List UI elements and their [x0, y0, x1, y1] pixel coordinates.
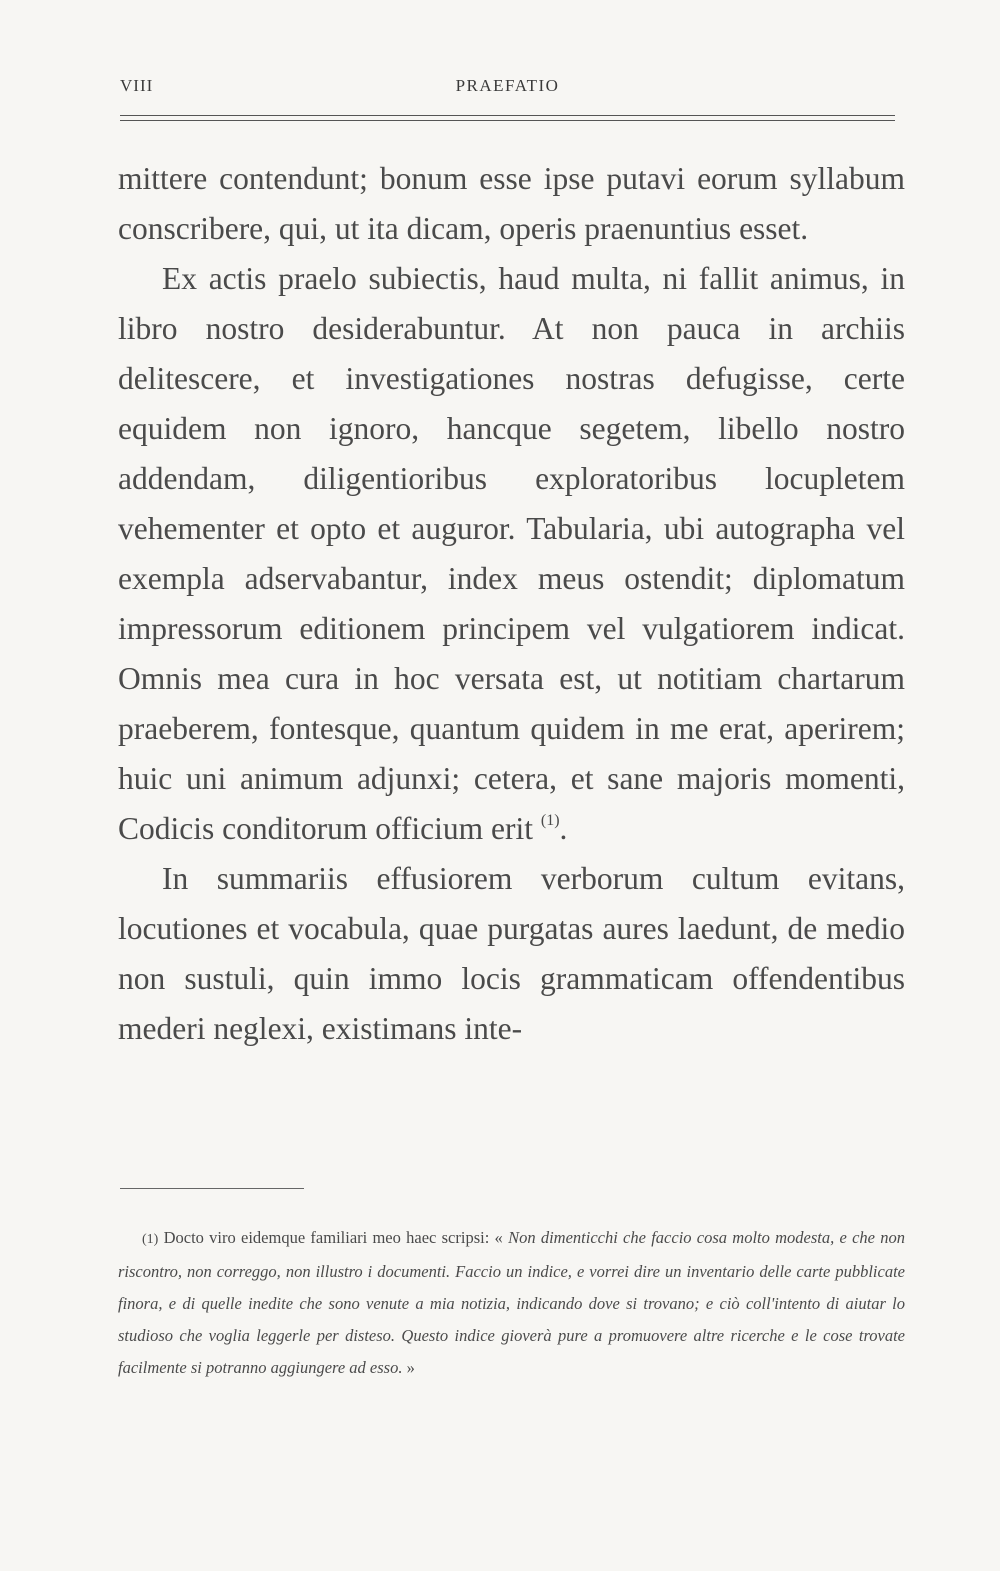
paragraph-2-text: Ex actis praelo subiectis, haud multa, ni fallit animus, in libro nostro desiderabuntur. At non pauca in archiis delitescere, et investigationes nostras defugisse, certe equidem non ignoro, hancque segetem, libello nostro addendam, diligentioribus exploratoribus locupletem vehementer et opto et auguror. Tabularia, ubi autographa vel exempla adservabantur, index meus ostendit; diplomatum impressorum editionem principem vel vulgatiorem indicat. Omnis mea cura in hoc versata est, ut notitiam chartarum praeberem, fontesque, quantum quidem in me erat, aperirem; huic uni animum adjunxi; cetera, et sane majoris momenti, Codicis conditorum officium erit	[118, 261, 905, 846]
footnote-mark: (1)	[142, 1232, 159, 1247]
running-head	[120, 76, 895, 104]
header-double-rule	[120, 115, 895, 121]
footnote-intro: Docto viro eidemque familiari meo haec scripsi: «	[163, 1228, 503, 1247]
footnote-reference[interactable]: (1)	[540, 812, 560, 829]
paragraph-1-text: mittere contendunt; bonum esse ipse putavi eorum syllabum conscribere, qui, ut ita dicam, operis praenuntius esset.	[118, 161, 905, 246]
footnote-rule	[120, 1188, 304, 1189]
footnote-close: »	[406, 1358, 415, 1377]
paragraph-continued	[118, 154, 905, 254]
paragraph	[118, 254, 905, 854]
paragraph-3-text: In summariis effusiorem verborum cultum evitans, locutiones et vocabula, quae purgatas aures laedunt, de medio non sustuli, quin immo locis grammaticam offendentibus mederi neglexi, existimans inte-	[118, 861, 905, 1046]
running-title: PRAEFATIO	[455, 76, 560, 95]
footnote	[118, 1222, 905, 1384]
page-number: VIII	[120, 76, 154, 95]
main-text	[118, 154, 905, 1054]
paragraph	[118, 854, 905, 1054]
footnote-quote: Non dimenticchi che faccio cosa molto modesta, e che non riscontro, non correggo, non illustro i documenti. Faccio un indice, e vorrei dire un inventario delle carte pubblicate finora, e di quelle inedite che sono venute a mia notizia, indicando dove si trovano; e ciò coll'intento di aiutar lo studioso che voglia leggerle per disteso. Questo indice gioverà pure a promuovere altre ricerche e le cose trovate facilmente si potranno aggiungere ad esso.	[118, 1228, 906, 1377]
paragraph-2-end: .	[559, 811, 568, 846]
footnote-text	[118, 1222, 905, 1384]
